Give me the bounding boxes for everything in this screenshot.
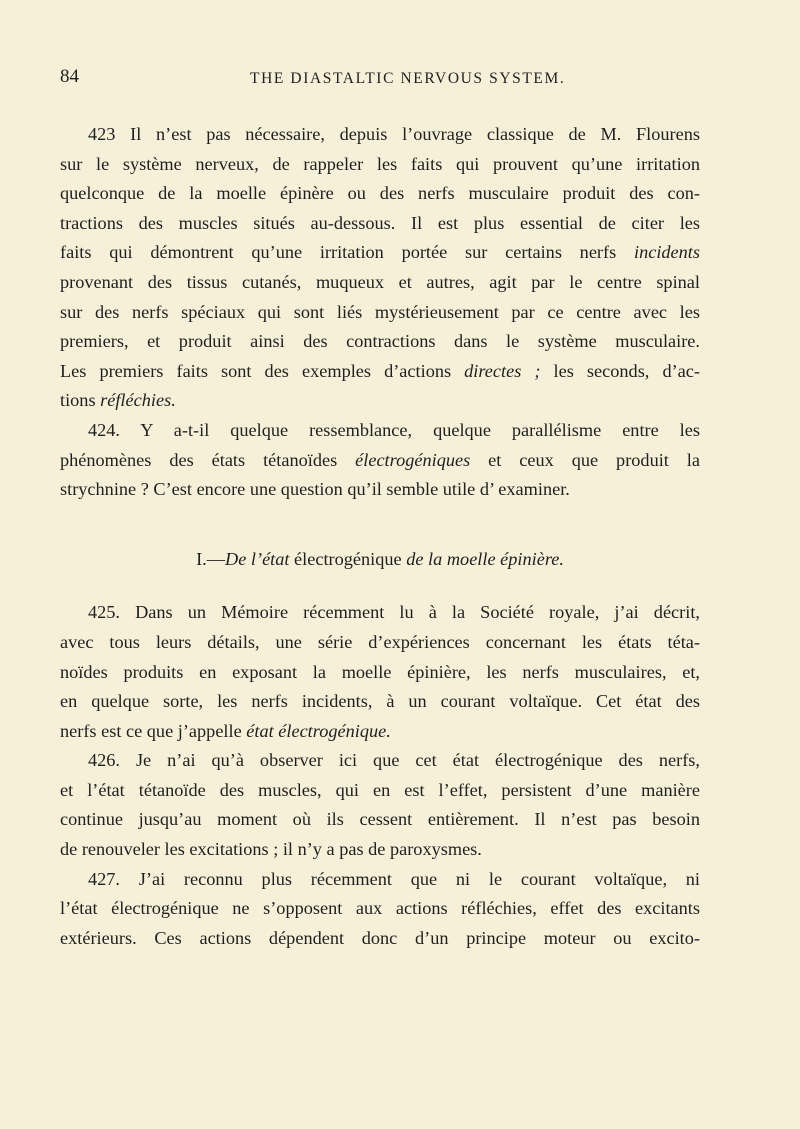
text-line: 423 Il n’est pas nécessaire, depuis l’ouvrage classique de M. Flourens	[88, 124, 700, 144]
text-run: faits qui démontrent qu’une irritation portée sur certains nerfs	[60, 242, 634, 263]
running-head	[60, 66, 700, 92]
text-run: les seconds, d’ac-	[540, 360, 700, 381]
italic-text: incidents	[633, 242, 700, 263]
heading-middle: électrogénique	[289, 548, 407, 569]
text-run: Les premiers faits sont des exemples d’actions	[60, 360, 465, 381]
italic-text: directes ;	[464, 360, 541, 381]
heading-italic: De l’état	[225, 548, 290, 569]
section-heading	[60, 545, 700, 575]
body-text	[60, 120, 700, 953]
paragraph-425	[60, 598, 700, 746]
text-line: 424. Y a-t-il quelque ressemblance, quelque parallélisme entre les	[88, 419, 700, 440]
text-run: phénomènes des états tétanoïdes	[60, 449, 356, 470]
text-line: en quelque sorte, les nerfs incidents, à un courant voltaïque. Cet état des	[60, 691, 700, 712]
text-run: tions	[60, 390, 101, 411]
text-line: l’état électrogénique ne s’opposent aux actions réfléchies, effet des excitants	[60, 898, 700, 919]
text-line: continue jusqu’au moment où ils cessent entièrement. Il n’est pas besoin	[60, 809, 700, 830]
italic-text: réfléchies.	[100, 390, 176, 411]
text-line: 427. J’ai reconnu plus récemment que ni le courant voltaïque, ni	[88, 868, 700, 889]
paragraph-426	[60, 746, 700, 864]
paragraph-423	[60, 120, 700, 416]
text-line	[60, 357, 700, 387]
page-number: 84	[60, 66, 79, 87]
text-line: provenant des tissus cutanés, muqueux et autres, agit par le centre spinal	[60, 271, 700, 292]
text-line	[60, 446, 700, 476]
text-line: sur le système nerveux, de rappeler les faits qui prouvent qu’une irritation	[60, 153, 700, 174]
text-line: de renouveler les excitations ; il n’y a pas de paroxysmes.	[60, 839, 482, 860]
text-line: 425. Dans un Mémoire récemment lu à la Société royale, j’ai décrit,	[88, 602, 700, 623]
heading-prefix: I.—	[196, 548, 226, 569]
text-line: strychnine ? C’est encore une question qu’il semble utile d’ examiner.	[60, 479, 570, 500]
paragraph-427	[60, 865, 700, 954]
text-line: noïdes produits en exposant la moelle épinière, les nerfs musculaires, et,	[60, 661, 700, 682]
text-line: avec tous leurs détails, une série d’expériences concernant les états téta-	[60, 631, 700, 652]
text-line: sur des nerfs spéciaux qui sont liés mystérieusement par ce centre avec les	[60, 301, 700, 322]
text-line: quelconque de la moelle épinère ou des nerfs musculaire produit des con-	[60, 183, 700, 204]
text-line: tractions des muscles situés au-dessous. Il est plus essential de citer les	[60, 212, 700, 233]
text-line	[60, 238, 700, 268]
text-line: extérieurs. Ces actions dépendent donc d’un principe moteur ou excito-	[60, 927, 700, 948]
text-line: et l’état tétanoïde des muscles, qui en est l’effet, persistent d’une manière	[60, 779, 700, 800]
text-line	[60, 386, 700, 416]
text-line	[60, 717, 700, 747]
heading-italic: de la moelle épinière.	[406, 548, 564, 569]
text-run: et ceux que produit la	[470, 449, 701, 470]
paragraph-424	[60, 416, 700, 505]
running-title: THE DIASTALTIC NERVOUS SYSTEM.	[250, 70, 566, 87]
text-line: premiers, et produit ainsi des contractions dans le système musculaire.	[60, 331, 700, 352]
italic-text: état électrogénique.	[246, 720, 391, 741]
italic-text: électrogéniques	[355, 449, 471, 470]
text-run: nerfs est ce que j’appelle	[60, 720, 247, 741]
text-line: 426. Je n’ai qu’à observer ici que cet état électrogénique des nerfs,	[88, 750, 700, 771]
